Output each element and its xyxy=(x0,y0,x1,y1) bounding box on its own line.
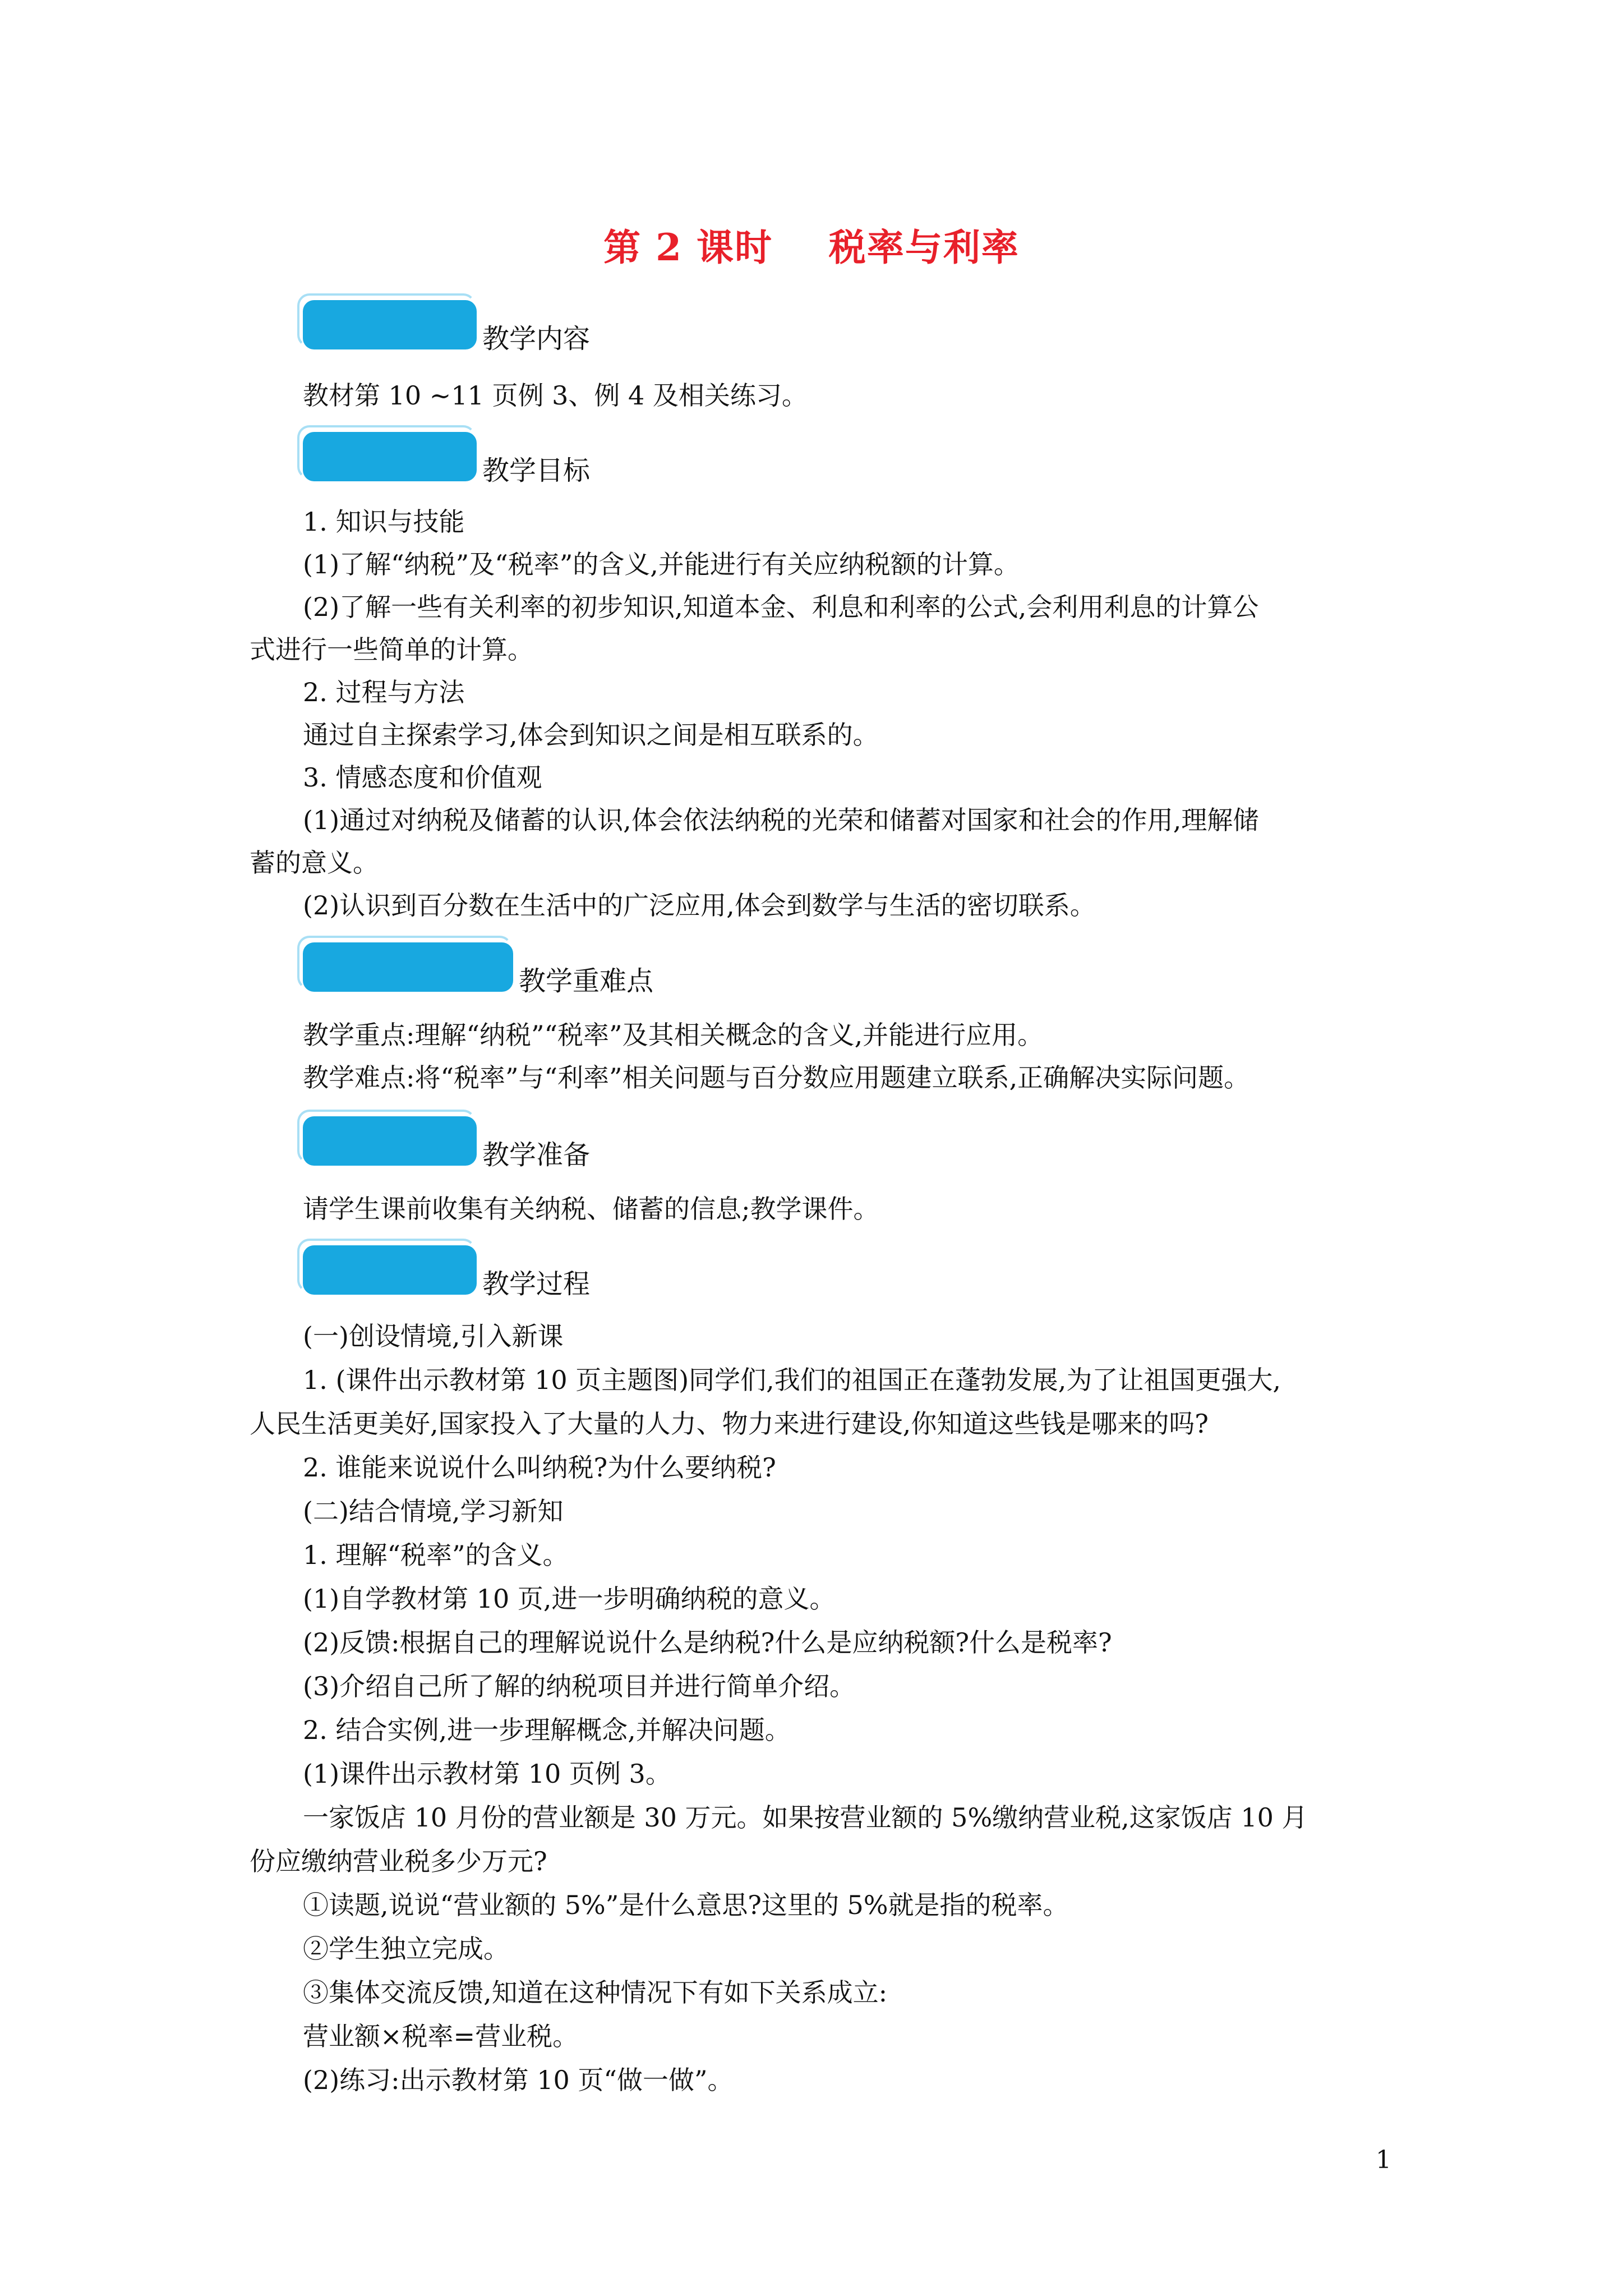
text-line: 1. 理解“税率”的含义。 xyxy=(303,1540,569,1570)
text-line: 1. 知识与技能 xyxy=(303,507,465,537)
text-line: ②学生独立完成。 xyxy=(303,1934,509,1964)
section-label: 教学过程 xyxy=(482,1268,591,1300)
section-label: 教学内容 xyxy=(482,323,591,355)
text-line: 2. 谁能来说说什么叫纳税?为什么要纳税? xyxy=(303,1452,776,1483)
text-line: 教材第 10 ~11 页例 3、例 4 及相关练习。 xyxy=(303,380,808,411)
text-line: 教学难点:将“税率”与“利率”相关问题与百分数应用题建立联系,正确解决实际问题。 xyxy=(303,1062,1250,1093)
text-line: (2)了解一些有关利率的初步知识,知道本金、利息和利率的公式,会利用利息的计算公 xyxy=(303,592,1259,622)
text-line: 2. 过程与方法 xyxy=(303,677,465,707)
section-badge xyxy=(303,432,477,481)
text-line: ①读题,说说“营业额的 5%”是什么意思?这里的 5%就是指的税率。 xyxy=(303,1890,1069,1920)
section-label: 教学准备 xyxy=(482,1139,591,1171)
text-line: (1)通过对纳税及储蓄的认识,体会依法纳税的光荣和储蓄对国家和社会的作用,理解储 xyxy=(303,805,1259,835)
text-line: (1)了解“纳税”及“税率”的含义,并能进行有关应纳税额的计算。 xyxy=(303,549,1020,579)
text-line: 人民生活更美好,国家投入了大量的人力、物力来进行建设,你知道这些钱是哪来的吗? xyxy=(250,1409,1209,1439)
text-line: 蓄的意义。 xyxy=(250,848,379,878)
text-line: 3. 情感态度和价值观 xyxy=(303,762,542,793)
text-line: (1)自学教材第 10 页,进一步明确纳税的意义。 xyxy=(303,1584,836,1614)
text-line: (1)课件出示教材第 10 页例 3。 xyxy=(303,1759,671,1789)
text-line: 2. 结合实例,进一步理解概念,并解决问题。 xyxy=(303,1715,791,1745)
section-badge xyxy=(303,1116,477,1166)
text-line: (2)反馈:根据自己的理解说说什么是纳税?什么是应纳税额?什么是税率? xyxy=(303,1627,1112,1658)
text-line: 1. (课件出示教材第 10 页主题图)同学们,我们的祖国正在蓬勃发展,为了让祖国更强大, xyxy=(303,1365,1281,1395)
text-line: (一)创设情境,引入新课 xyxy=(303,1321,564,1351)
text-line: 请学生课前收集有关纳税、储蓄的信息;教学课件。 xyxy=(303,1194,879,1224)
text-line: 通过自主探索学习,体会到知识之间是相互联系的。 xyxy=(303,720,879,750)
text-line: (2)练习:出示教材第 10 页“做一做”。 xyxy=(303,2065,734,2095)
section-label: 教学重难点 xyxy=(519,965,654,997)
text-line: (二)结合情境,学习新知 xyxy=(303,1496,564,1526)
text-line: 教学重点:理解“纳税”“税率”及其相关概念的含义,并能进行应用。 xyxy=(303,1020,1044,1050)
page-number: 1 xyxy=(1376,2146,1391,2174)
text-line: ③集体交流反馈,知道在这种情况下有如下关系成立: xyxy=(303,1977,888,2008)
text-line: (3)介绍自己所了解的纳税项目并进行简单介绍。 xyxy=(303,1671,856,1701)
section-badge xyxy=(303,1245,477,1295)
section-badge xyxy=(303,300,477,349)
section-label: 教学目标 xyxy=(482,455,591,486)
text-line: 一家饭店 10 月份的营业额是 30 万元。如果按营业额的 5%缴纳营业税,这家饭店 10 月 xyxy=(303,1802,1308,1833)
section-badge xyxy=(303,942,513,992)
text-line: 式进行一些简单的计算。 xyxy=(250,634,533,665)
text-line: (2)认识到百分数在生活中的广泛应用,体会到数学与生活的密切联系。 xyxy=(303,890,1096,921)
page-title: 第 2 课时 税率与利率 xyxy=(603,226,1020,269)
text-line: 份应缴纳营业税多少万元? xyxy=(250,1846,547,1876)
text-line: 营业额×税率=营业税。 xyxy=(303,2021,579,2051)
